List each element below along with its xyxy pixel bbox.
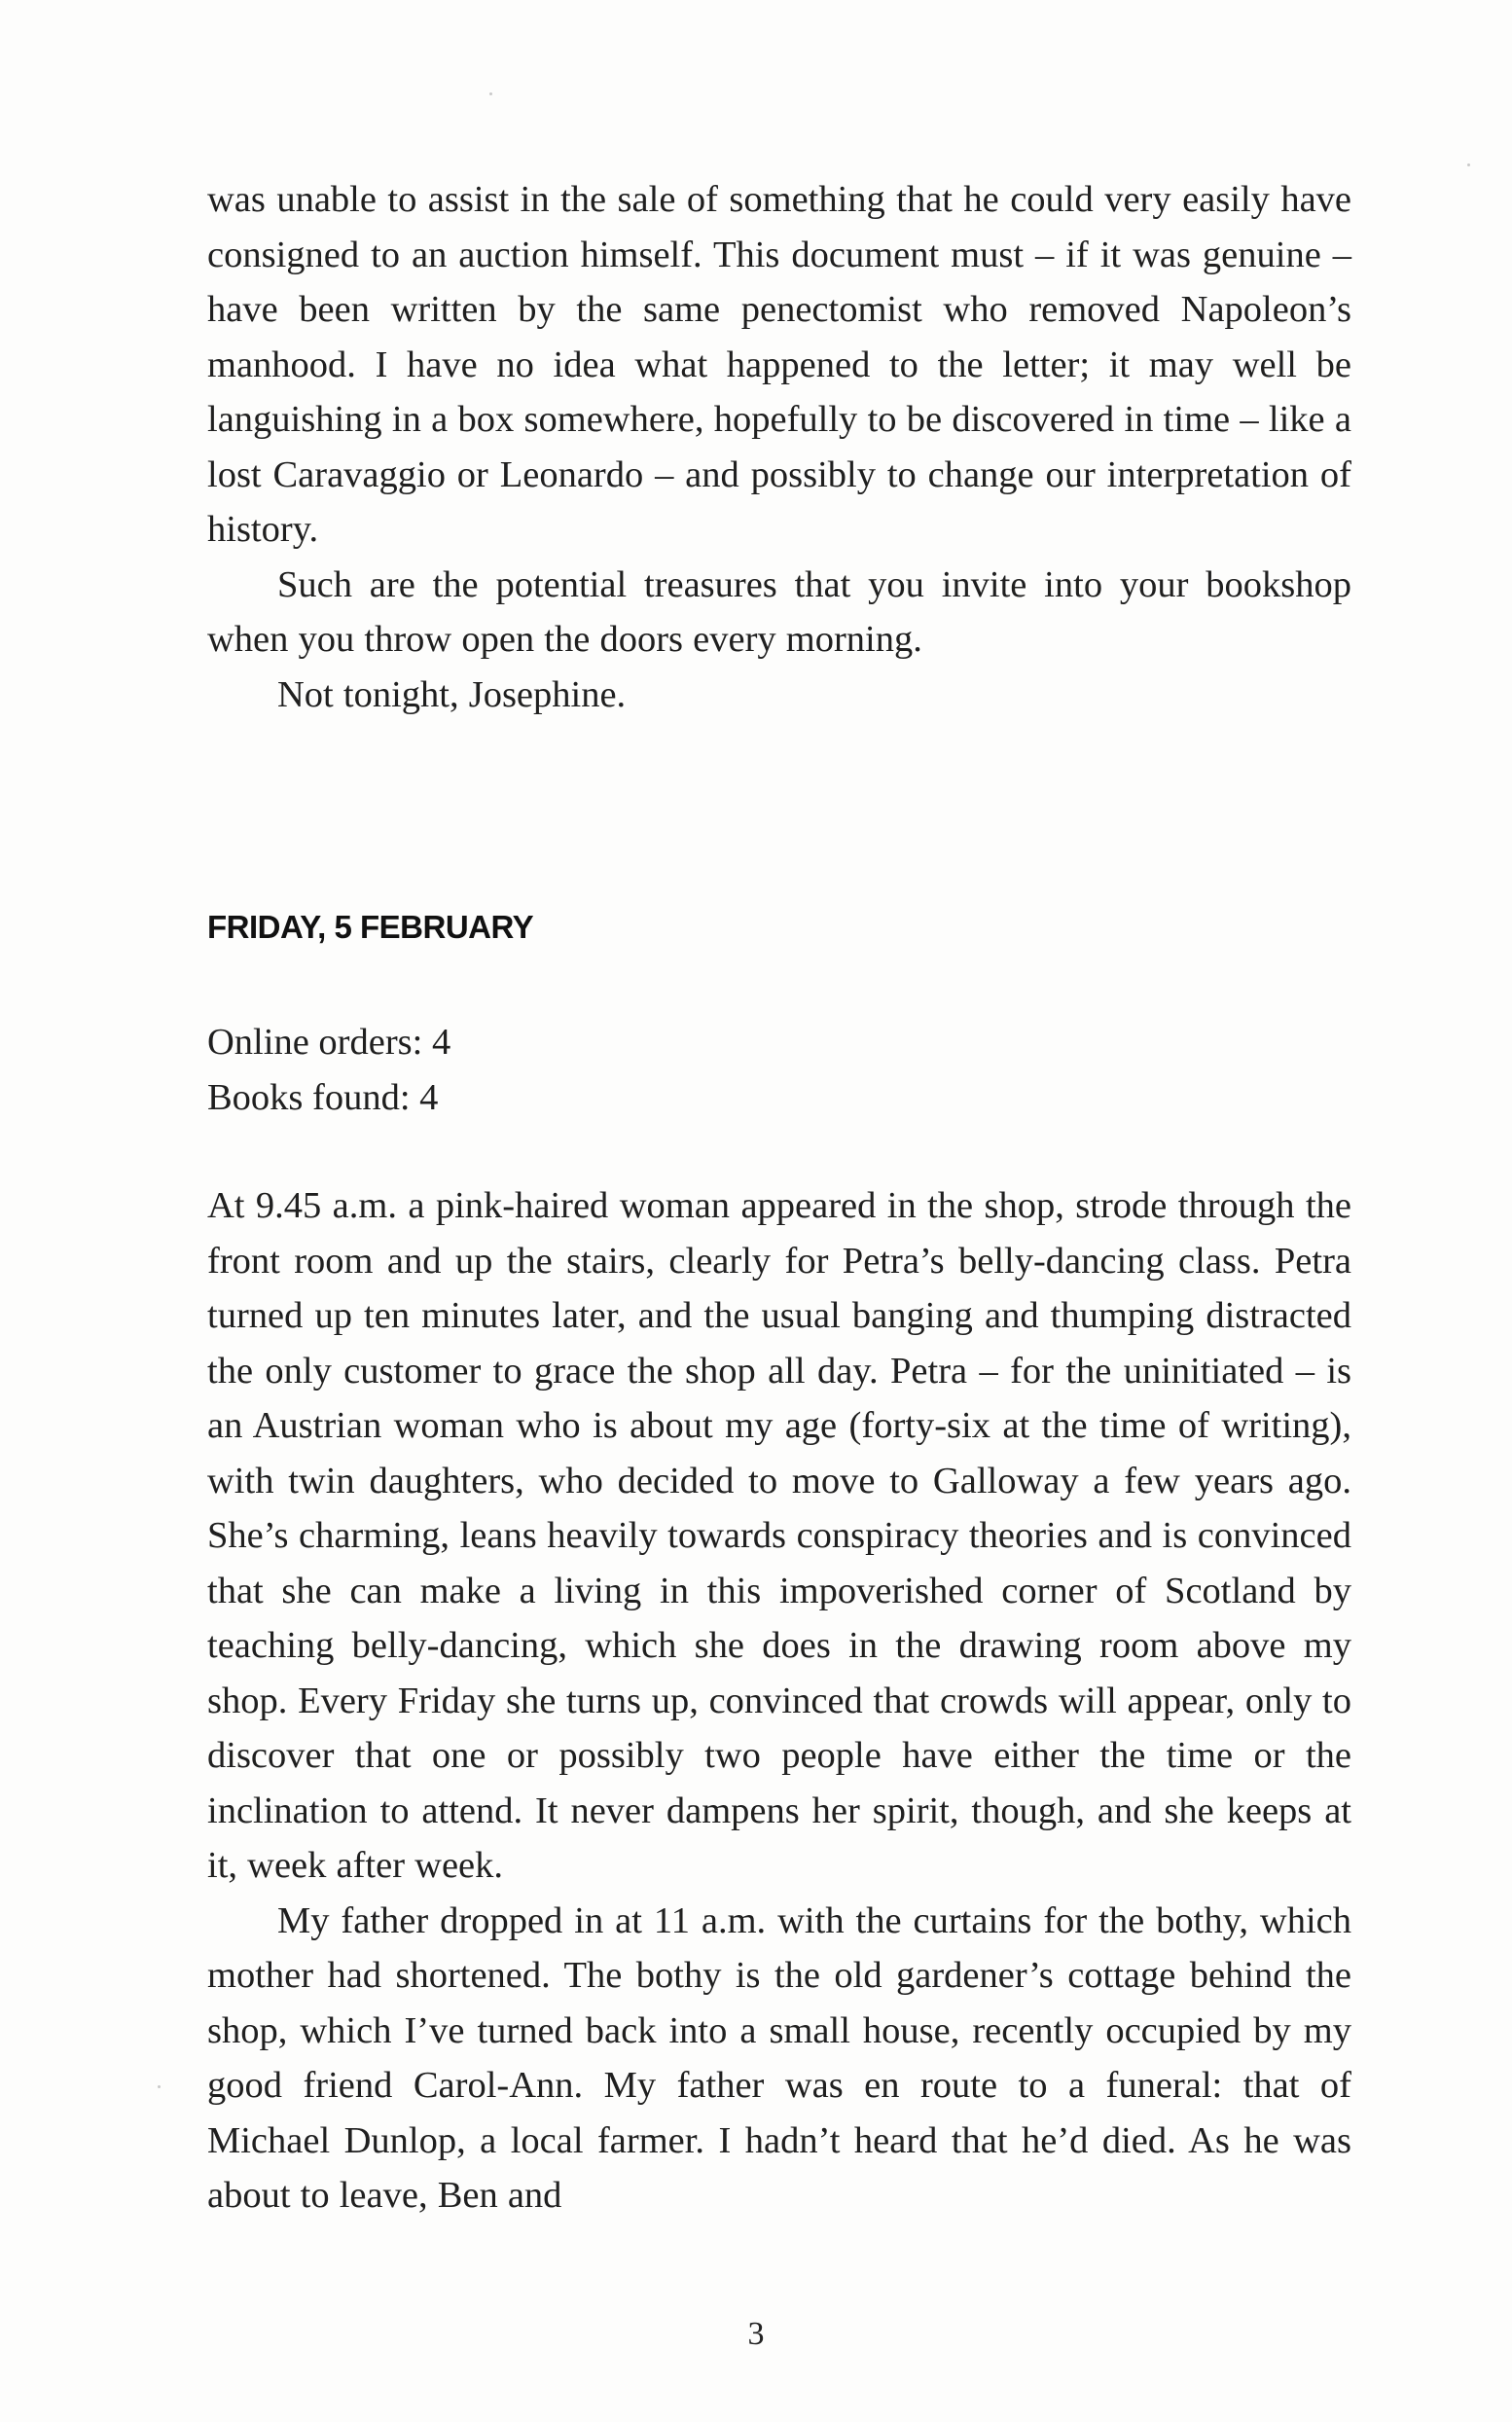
online-orders-line: Online orders: 4 [207, 1022, 451, 1063]
section-heading: FRIDAY, 5 FEBRUARY [207, 909, 534, 945]
daily-stats [207, 1015, 450, 1125]
books-found-line: Books found: 4 [207, 1076, 439, 1118]
paper-speck [158, 2085, 161, 2088]
paper-speck [489, 92, 492, 95]
continued-text-block [207, 172, 1351, 722]
diary-entry-text [207, 1178, 1351, 2223]
paragraph-treasures: Such are the potential treasures that you invite into your bookshop when you throw open the doors every morning. [207, 563, 1351, 660]
paragraph-petra: At 9.45 a.m. a pink-haired woman appeared in the shop, strode through the front room and up the stairs, clearly for Petra’s belly-dancing class. Petra turned up ten minutes later, and the usual banging and thumping distracted the only customer to grace the shop all day. Petra – for the uninitiated – is an Austrian woman who is about my age (forty-six at the time of writing), with twin daughters, who decided to move to Galloway a few years ago. She’s charming, leans heavily towards conspiracy theories and is convinced that she can make a living in this impoverished corner of Scotland by teaching belly-dancing, which she does in the drawing room above my shop. Every Friday she turns up, convinced that crowds will appear, only to discover that one or possibly two people have either the time or the inclination to attend. It never dampens her spirit, though, and she keeps at it, week after week. [207, 1185, 1351, 1886]
paragraph-continued: was unable to assist in the sale of something that he could very easily have consigned to an auction himself. This document must – if it was genuine – have been written by the same penectomist who removed Napoleon’s manhood. I have no idea what happened to the letter; it may well be languishing in a box somewhere, hopefully to be discovered in time – like a lost Caravaggio or Leonardo – and possibly to change our interpretation of history. [207, 179, 1351, 550]
page-number: 3 [747, 2316, 765, 2352]
paragraph-josephine: Not tonight, Josephine. [277, 673, 627, 715]
paragraph-father: My father dropped in at 11 a.m. with the curtains for the bothy, which mother had shortened. The bothy is the old gardener’s cottage behind the shop, which I’ve turned back into a small house, recently occupied by my good friend Carol-Ann. My father was en route to a funeral: that of Michael Dunlop, a local farmer. I hadn’t heard that he’d died. As he was about to leave, Ben and [207, 1899, 1351, 2216]
paper-speck [1467, 163, 1470, 166]
